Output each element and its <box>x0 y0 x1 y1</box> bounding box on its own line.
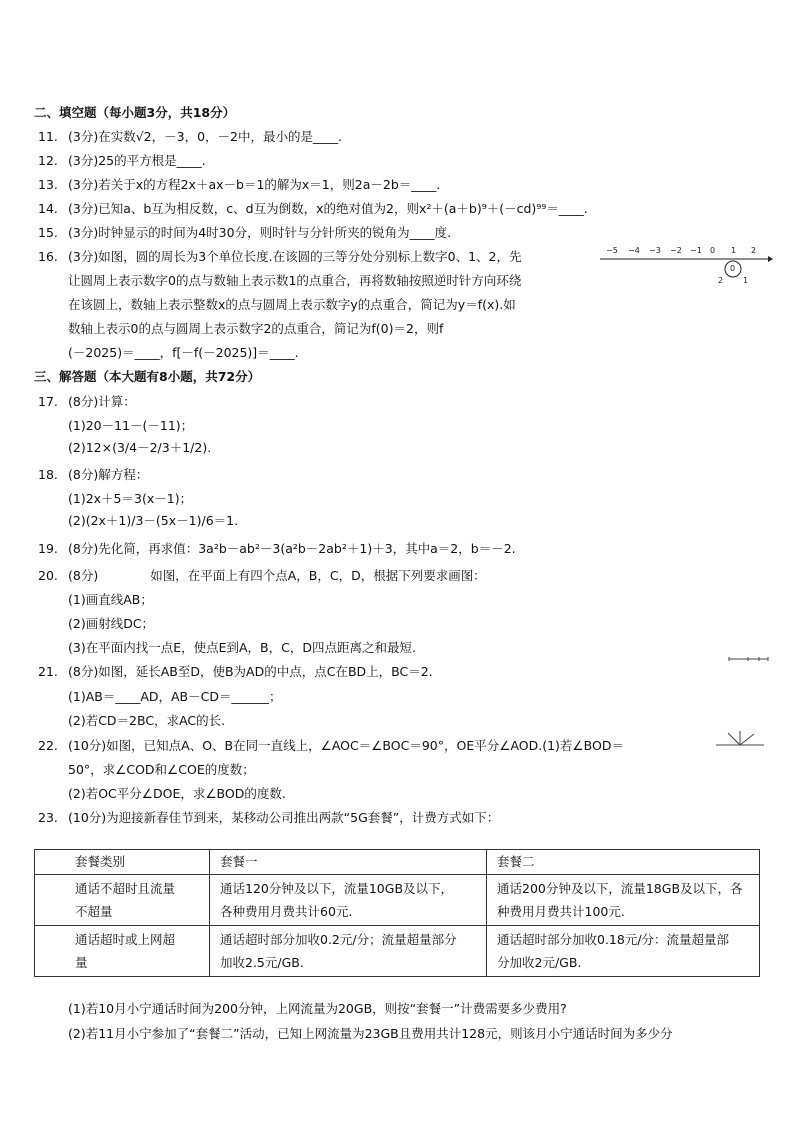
question-text: (3分)已知a、b互为相反数，c、d互为倒数，x的绝对值为2，则x²＋(a＋b)⁹＋(－cd)⁹⁹＝____. <box>68 201 588 216</box>
question-20-part-1: (1)画直线AB； <box>68 592 153 607</box>
question-14 <box>38 200 588 218</box>
table-row <box>35 875 760 926</box>
question-text: (8分)如图，延长AB至D，使B为AD的中点，点C在BD上，BC＝2. <box>68 664 433 679</box>
question-16-line-3: 在该圆上，数轴上表示整数x的点与圆周上表示数字y的点重合，简记为y＝f(x).如 <box>68 297 516 312</box>
question-number: 20. <box>38 568 58 583</box>
table-cell <box>487 926 760 977</box>
table-row <box>35 926 760 977</box>
angle-figure <box>714 728 766 750</box>
question-16-line-4: 数轴上表示0的点与圆周上表示数字2的点重合，简记为f(0)＝2，则f <box>68 321 444 336</box>
table-header-row <box>35 850 760 875</box>
table-header-cell: 套餐类别 <box>35 850 210 875</box>
question-16-line-5: (－2025)＝____，f[－f(－2025)]＝____. <box>68 345 299 360</box>
cell-line: 分加收2元/GB. <box>497 955 582 970</box>
tick-label: −4 <box>628 246 640 255</box>
cell-line: 通话超时或上网超 <box>75 932 176 947</box>
table-header-cell: 套餐一 <box>210 850 487 875</box>
question-text: (3分)如图，圆的周长为3个单位长度.在该圆的三等分处分别标上数字0、1、2，先 <box>68 249 522 264</box>
table-cell <box>35 875 210 926</box>
tick-label: −1 <box>690 246 702 255</box>
cell-line: 通话120分钟及以下，流量10GB及以下， <box>220 881 454 896</box>
question-text: (8分)解方程： <box>68 467 149 482</box>
table-header-cell: 套餐二 <box>487 850 760 875</box>
plan-table <box>34 849 760 977</box>
question-text: (8分)计算： <box>68 394 136 409</box>
cell-line: 通话超时部分加收0.18元/分：流量超量部 <box>497 932 730 947</box>
table-cell <box>487 875 760 926</box>
question-text: (3分)在实数√2，－3，0，－2中，最小的是____. <box>68 129 342 144</box>
question-score: (8分) <box>68 568 99 583</box>
question-number: 18. <box>38 467 58 482</box>
tick-label: 2 <box>751 246 757 255</box>
section-heading-fill-in: 二、填空题（每小题3分，共18分） <box>34 105 236 120</box>
question-15 <box>38 224 451 242</box>
question-number: 13. <box>38 177 58 192</box>
question-17-part-2: (2)12×(3/4－2/3＋1/2). <box>68 440 212 455</box>
question-text: 如图，在平面上有四个点A，B，C，D，根据下列要求画图： <box>150 568 486 583</box>
tick-label: 1 <box>731 246 737 255</box>
question-number: 11. <box>38 129 58 144</box>
table-cell <box>35 926 210 977</box>
tick-label: −2 <box>670 246 682 255</box>
circle-label: 0 <box>730 264 736 273</box>
question-text: (8分)先化简，再求值：3a²b－ab²－3(a²b－2ab²＋1)＋3，其中a＝2，b＝－2. <box>68 541 516 556</box>
cell-line: 不超量 <box>75 904 113 919</box>
number-line-figure <box>598 240 773 288</box>
question-number: 23. <box>38 810 58 825</box>
question-number: 14. <box>38 201 58 216</box>
question-22-line-2: 50°，求∠COD和∠COE的度数； <box>68 762 255 777</box>
cell-line: 量 <box>75 955 88 970</box>
question-18 <box>38 466 148 484</box>
question-12 <box>38 152 206 170</box>
question-text: (10分)为迎接新春佳节到来，某移动公司推出两款“5G套餐”，计费方式如下： <box>68 810 500 825</box>
question-19 <box>38 540 516 558</box>
question-21 <box>38 663 433 681</box>
question-16 <box>38 248 522 266</box>
question-text: (3分)25的平方根是____. <box>68 153 206 168</box>
section-heading-solve: 三、解答题（本大题有8小题，共72分） <box>34 369 261 384</box>
question-18-part-2: (2)(2x＋1)/3－(5x－1)/6＝1. <box>68 513 239 528</box>
circle-label: 2 <box>718 276 724 285</box>
table-cell <box>210 926 487 977</box>
question-number: 16. <box>38 249 58 264</box>
question-number: 22. <box>38 738 58 753</box>
question-20 <box>38 567 486 585</box>
table-cell <box>210 875 487 926</box>
segment-figure <box>728 655 770 663</box>
question-number: 19. <box>38 541 58 556</box>
question-20-part-2: (2)画射线DC； <box>68 616 155 631</box>
tick-label: −3 <box>649 246 661 255</box>
question-number: 17. <box>38 394 58 409</box>
question-13 <box>38 176 440 194</box>
question-number: 15. <box>38 225 58 240</box>
question-16-line-2: 让圆周上表示数字0的点与数轴上表示数1的点重合，再将数轴按照逆时针方向环绕 <box>68 273 522 288</box>
question-21-part-1: (1)AB＝____AD，AB－CD＝______； <box>68 689 282 704</box>
question-18-part-1: (1)2x＋5＝3(x－1)； <box>68 491 193 506</box>
question-22 <box>38 737 624 755</box>
question-23 <box>38 809 499 827</box>
question-number: 21. <box>38 664 58 679</box>
question-23-part-2: (2)若11月小宁参加了“套餐二”活动，已知上网流量为23GB且费用共计128元，则该月小宁通话时间为多少分 <box>68 1026 673 1041</box>
question-text: (3分)若关于x的方程2x＋ax－b＝1的解为x＝1，则2a－2b＝____. <box>68 177 441 192</box>
question-text: (10分)如图，已知点A、O、B在同一直线上，∠AOC＝∠BOC＝90°，OE平分∠AOD.(1)若∠BOD＝ <box>68 738 624 753</box>
question-22-part-2: (2)若OC平分∠DOE，求∠BOD的度数. <box>68 786 286 801</box>
question-text: (3分)时钟显示的时间为4时30分，则时针与分针所夹的锐角为____度. <box>68 225 452 240</box>
tick-label: −5 <box>606 246 618 255</box>
question-21-part-2: (2)若CD＝2BC，求AC的长. <box>68 713 226 728</box>
question-23-part-1: (1)若10月小宁通话时间为200分钟，上网流量为20GB，则按“套餐一”计费需要多少费用? <box>68 1001 567 1016</box>
cell-line: 种费用月费共计100元. <box>497 904 625 919</box>
question-number: 12. <box>38 153 58 168</box>
cell-line: 各种费用月费共计60元. <box>220 904 353 919</box>
tick-label: 0 <box>710 246 716 255</box>
question-17-part-1: (1)20－11－(－11)； <box>68 418 194 433</box>
cell-line: 通话200分钟及以下，流量18GB及以下，各 <box>497 881 743 896</box>
question-17 <box>38 393 136 411</box>
cell-line: 通话不超时且流量 <box>75 881 176 896</box>
question-11 <box>38 128 342 146</box>
cell-line: 加收2.5元/GB. <box>220 955 304 970</box>
circle-label: 1 <box>743 276 749 285</box>
cell-line: 通话超时部分加收0.2元/分；流量超量部分 <box>220 932 457 947</box>
question-20-part-3: (3)在平面内找一点E，使点E到A，B，C，D四点距离之和最短. <box>68 640 416 655</box>
